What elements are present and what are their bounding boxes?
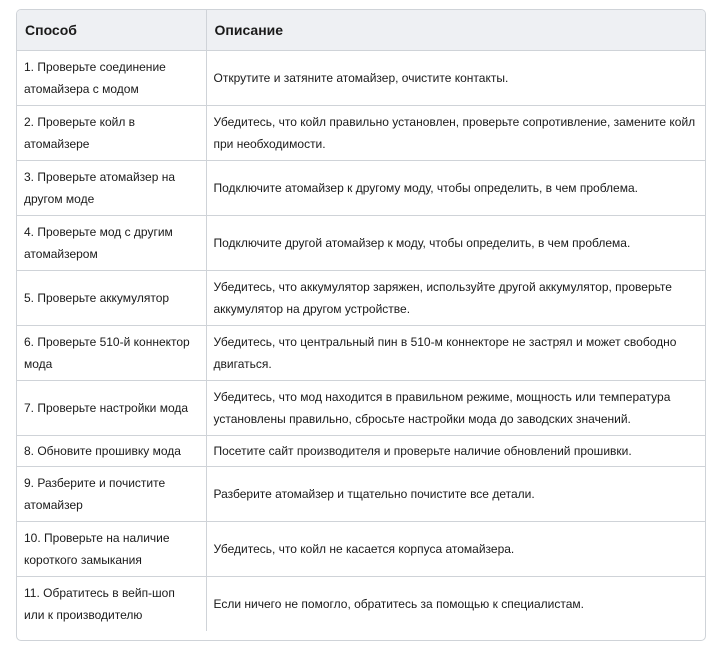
method-cell: 2. Проверьте койл в атомайзере (17, 106, 206, 161)
table-row (17, 436, 705, 467)
description-cell: Открутите и затяните атомайзер, очистите контакты. (206, 51, 705, 106)
method-cell: 10. Проверьте на наличие короткого замыкания (17, 522, 206, 577)
table-row (17, 216, 705, 271)
description-cell: Подключите другой атомайзер к моду, чтобы определить, в чем проблема. (206, 216, 705, 271)
description-cell: Подключите атомайзер к другому моду, чтобы определить, в чем проблема. (206, 161, 705, 216)
method-cell: 4. Проверьте мод с другим атомайзером (17, 216, 206, 271)
table-row (17, 577, 705, 632)
table-row (17, 522, 705, 577)
method-cell: 8. Обновите прошивку мода (17, 436, 206, 467)
table-row (17, 271, 705, 326)
table-row (17, 161, 705, 216)
method-cell: 5. Проверьте аккумулятор (17, 271, 206, 326)
method-cell: 11. Обратитесь в вейп-шоп или к производителю (17, 577, 206, 632)
troubleshooting-table-container (16, 9, 706, 641)
table-row (17, 467, 705, 522)
description-cell: Убедитесь, что койл не касается корпуса атомайзера. (206, 522, 705, 577)
table-header-row (17, 10, 705, 51)
description-cell: Посетите сайт производителя и проверьте наличие обновлений прошивки. (206, 436, 705, 467)
table-row (17, 326, 705, 381)
table-row (17, 381, 705, 436)
method-cell: 1. Проверьте соединение атомайзера с модом (24, 60, 166, 96)
description-cell: Убедитесь, что аккумулятор заряжен, используйте другой аккумулятор, проверьте аккумулятор на другом устройстве. (206, 271, 705, 326)
method-cell: 6. Проверьте 510-й коннектор мода (17, 326, 206, 381)
column-header-description: Описание (206, 10, 705, 51)
method-cell: 9. Разберите и почистите атомайзер (17, 467, 206, 522)
troubleshooting-table (17, 10, 705, 631)
method-cell: 3. Проверьте атомайзер на другом моде (17, 161, 206, 216)
description-cell: Убедитесь, что мод находится в правильном режиме, мощность или температура установлены правильно, сбросьте настройки мода до заводских значений. (206, 381, 705, 436)
table-row (17, 106, 705, 161)
description-cell: Разберите атомайзер и тщательно почистите все детали. (206, 467, 705, 522)
description-cell: Если ничего не помогло, обратитесь за помощью к специалистам. (206, 577, 705, 632)
table-row (17, 51, 705, 106)
description-cell: Убедитесь, что центральный пин в 510-м коннекторе не застрял и может свободно двигаться. (206, 326, 705, 381)
description-cell: Убедитесь, что койл правильно установлен, проверьте сопротивление, замените койл при необходимости. (206, 106, 705, 161)
method-cell: 7. Проверьте настройки мода (17, 381, 206, 436)
column-header-method: Способ (17, 10, 206, 51)
